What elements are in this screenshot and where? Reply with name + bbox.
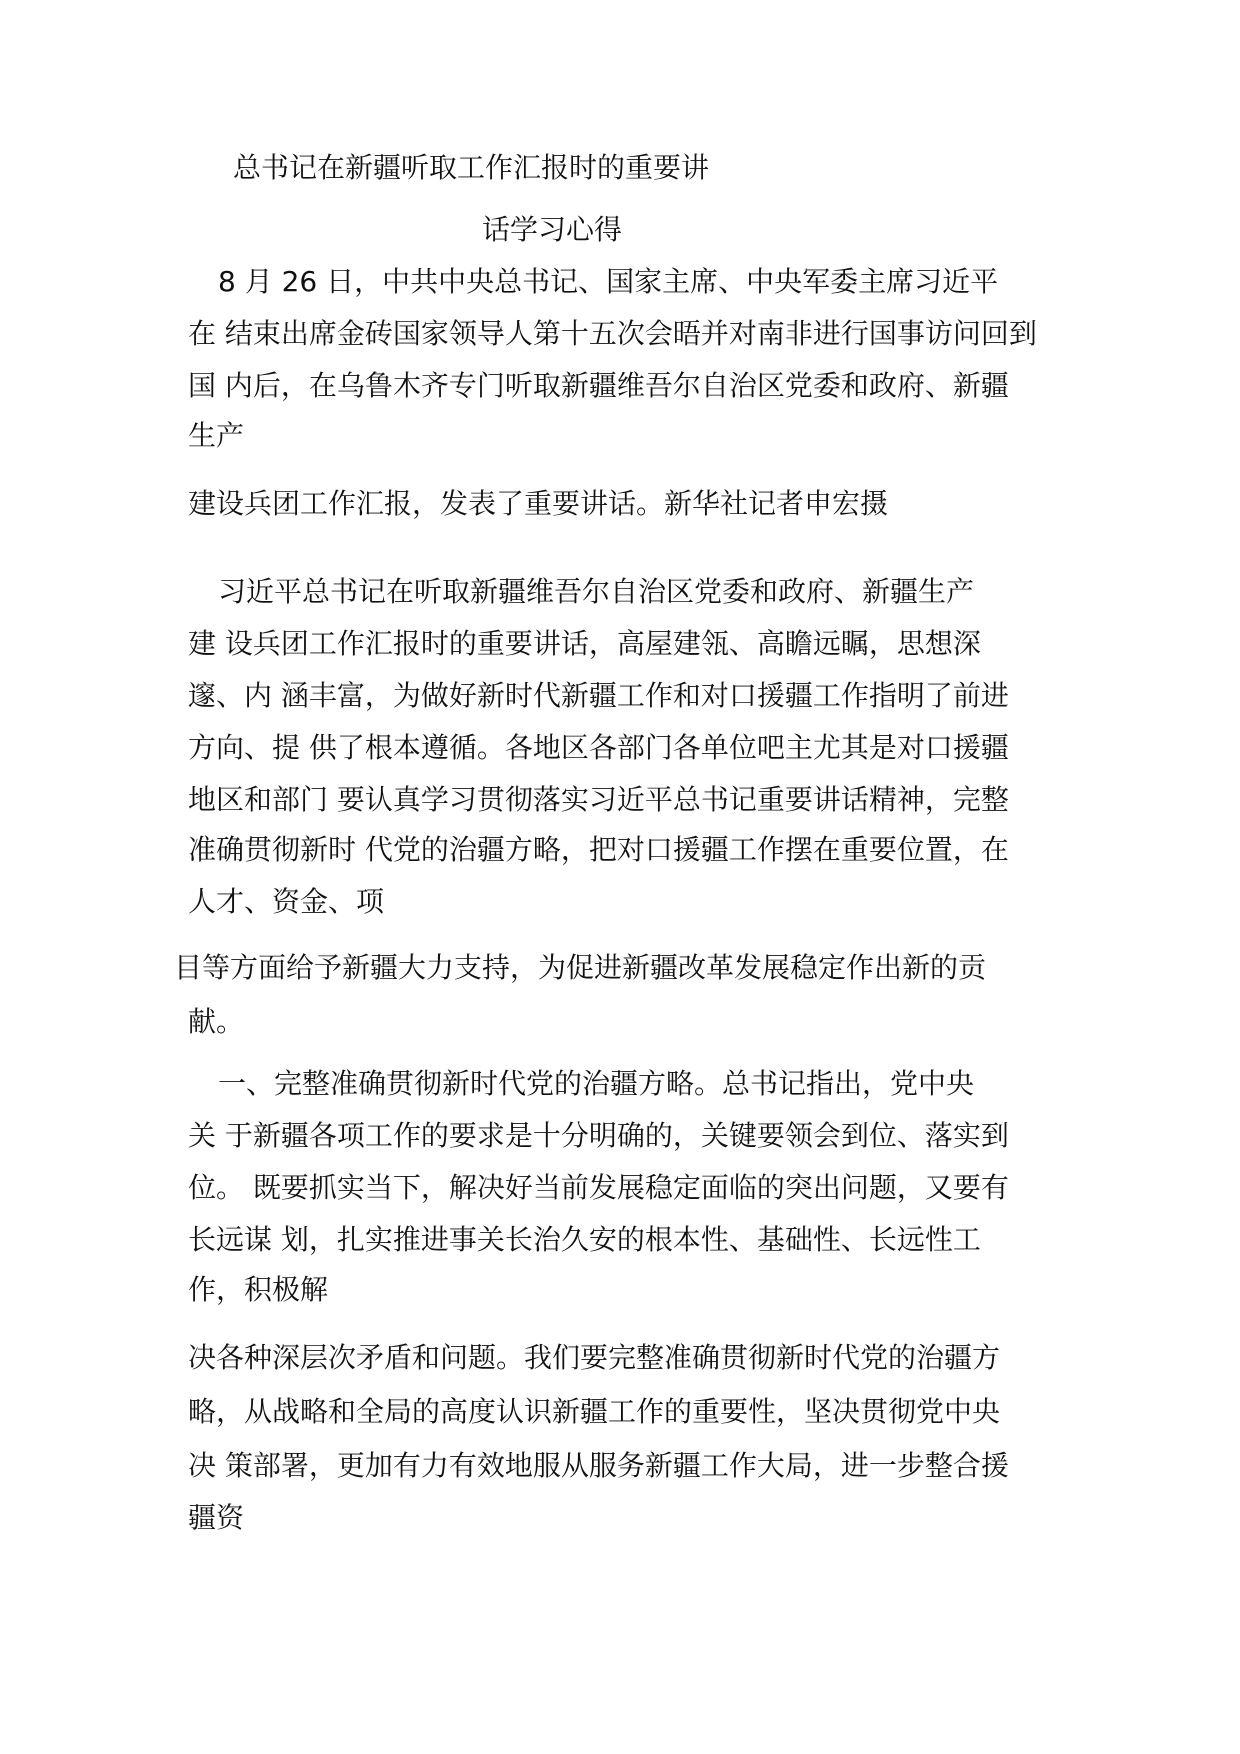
document-title-line-2: 话学习心得 — [482, 213, 623, 246]
paragraph-3-line-1: 一、完整准确贯彻新时代党的治疆方略。总书记指出，党中央 — [218, 1067, 975, 1100]
paragraph-2-line-9: 献。 — [188, 1005, 245, 1038]
paragraph-3-line-5: 作，积极解 — [188, 1273, 329, 1306]
paragraph-1-line-5: 建设兵团工作汇报，发表了重要讲话。新华社记者申宏摄 — [188, 487, 889, 520]
paragraph-2-line-3: 邃、内 涵丰富，为做好新时代新疆工作和对口援疆工作指明了前进 — [188, 679, 1009, 712]
paragraph-2-line-2: 建 设兵团工作汇报时的重要讲话，高屋建瓴、高瞻远瞩，思想深 — [188, 627, 981, 660]
paragraph-2-line-6: 准确贯彻新时 代党的治疆方略，把对口援疆工作摆在重要位置，在 — [188, 833, 1009, 866]
paragraph-3-line-8: 决 策部署，更加有力有效地服从服务新疆工作大局，进一步整合援 — [188, 1449, 1009, 1482]
paragraph-3-line-3: 位。 既要抓实当下，解决好当前发展稳定面临的突出问题，又要有 — [188, 1171, 1009, 1204]
paragraph-3-line-6: 决各种深层次矛盾和问题。我们要完整准确贯彻新时代党的治疆方 — [188, 1341, 1001, 1374]
paragraph-2-line-5: 地区和部门 要认真学习贯彻落实习近平总书记重要讲话精神，完整 — [188, 783, 1009, 816]
paragraph-1-line-3: 国 内后，在乌鲁木齐专门听取新疆维吾尔自治区党委和政府、新疆 — [188, 369, 1009, 402]
paragraph-3-line-2: 关 于新疆各项工作的要求是十分明确的，关键要领会到位、落实到 — [188, 1119, 1009, 1152]
paragraph-2-line-4: 方向、提 供了根本遵循。各地区各部门各单位吧主尤其是对口援疆 — [188, 731, 1009, 764]
paragraph-1-line-4: 生产 — [188, 419, 245, 452]
paragraph-2-line-7: 人才、资金、项 — [188, 885, 385, 918]
paragraph-3-line-7: 略，从战略和全局的高度认识新疆工作的重要性，坚决贯彻党中央 — [188, 1395, 1001, 1428]
document-title-line-1: 总书记在新疆听取工作汇报时的重要讲 — [233, 151, 710, 184]
paragraph-1-line-2: 在 结束出席金砖国家领导人第十五次会晤并对南非进行国事访问回到 — [188, 317, 1037, 350]
paragraph-2-line-8: 目等方面给予新疆大力支持，为促进新疆改革发展稳定作出新的贡 — [174, 951, 987, 984]
paragraph-1-line-1: 8 月 26 日，中共中央总书记、国家主席、中央军委主席习近平 — [218, 265, 999, 298]
paragraph-3-line-4: 长远谋 划，扎实推进事关长治久安的根本性、基础性、长远性工 — [188, 1223, 981, 1256]
paragraph-2-line-1: 习近平总书记在听取新疆维吾尔自治区党委和政府、新疆生产 — [218, 575, 975, 608]
paragraph-3-line-9: 疆资 — [188, 1501, 245, 1534]
